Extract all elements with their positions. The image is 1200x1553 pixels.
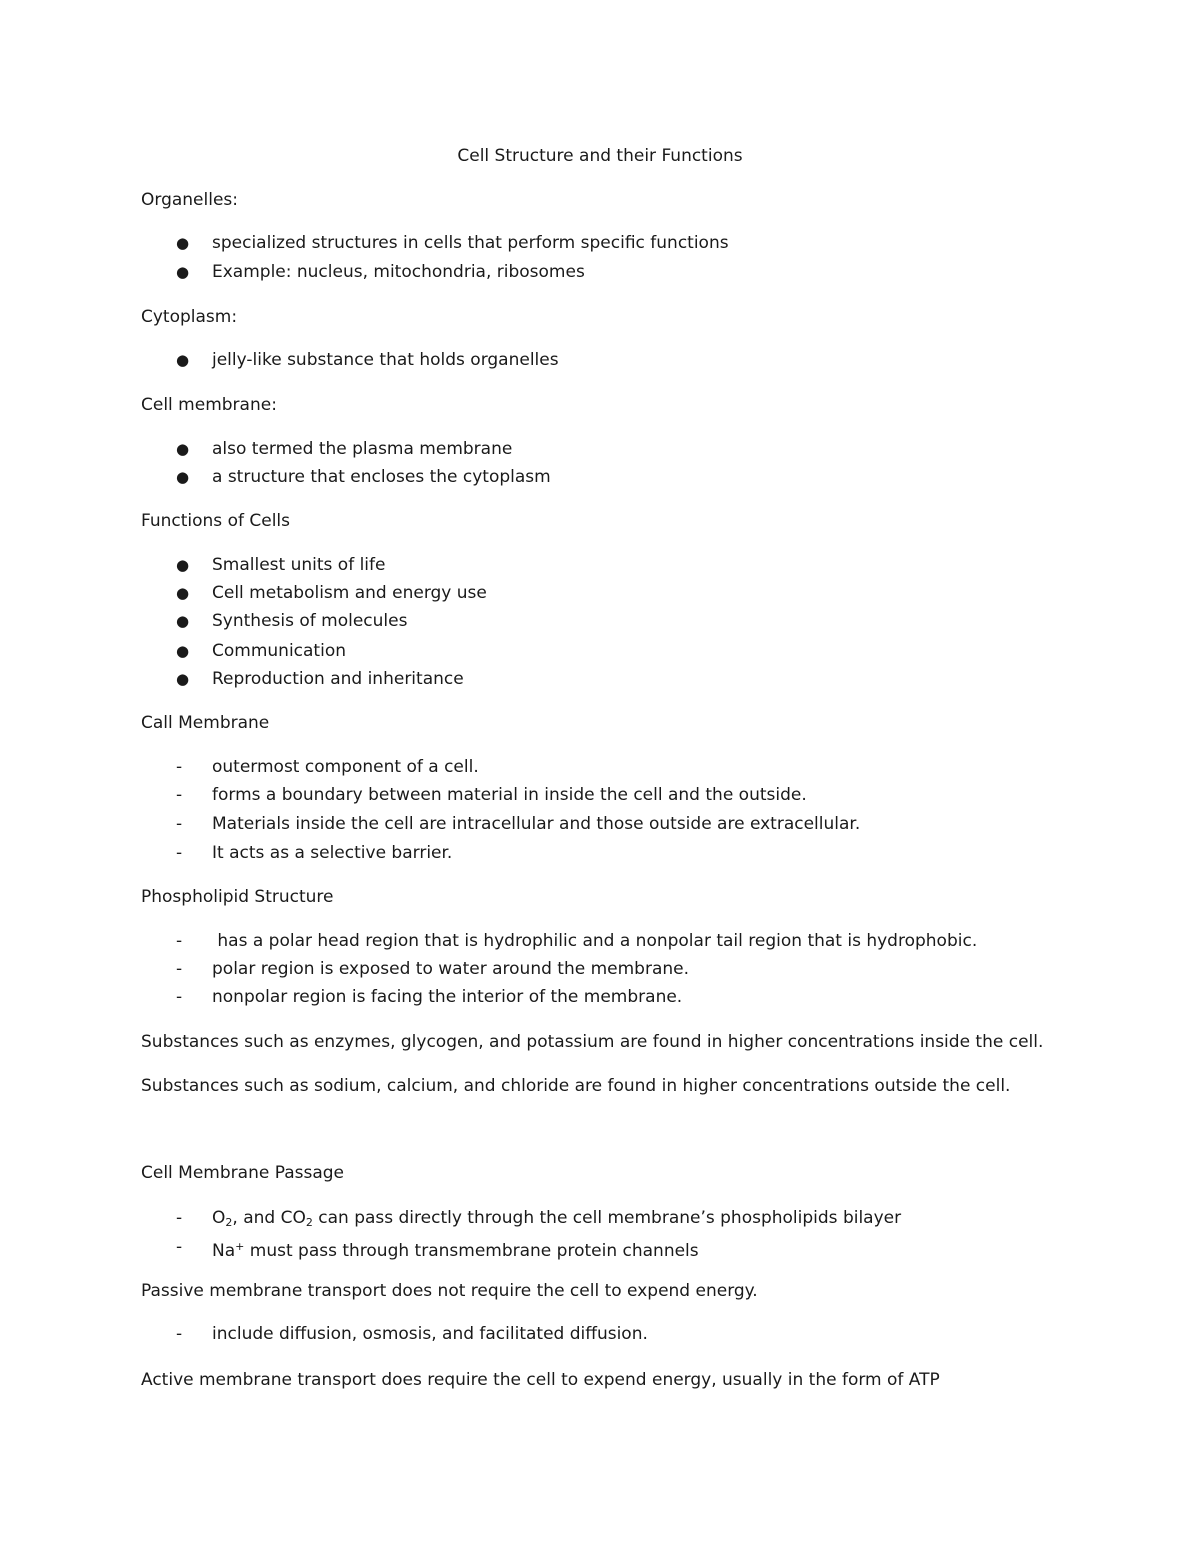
bullet-marker: ●: [176, 556, 190, 574]
list-item: Example: nucleus, mitochondria, ribosomes: [212, 262, 585, 282]
dash-marker: -: [176, 1324, 183, 1344]
list-item: jelly-like substance that holds organelles: [212, 350, 559, 370]
bullet-marker: ●: [176, 351, 190, 369]
list-item-sodium: [212, 1236, 699, 1262]
list-item: has a polar head region that is hydrophilic and a nonpolar tail region that is hydrophobic.: [212, 931, 978, 951]
list-item: nonpolar region is facing the interior of the membrane.: [212, 987, 683, 1007]
dash-marker: -: [176, 785, 183, 805]
heading-cell-membrane: Cell membrane:: [141, 395, 277, 415]
list-item: Materials inside the cell are intracellular and those outside are extracellular.: [212, 814, 861, 834]
dash-marker: -: [176, 814, 183, 834]
paragraph-active-transport: Active membrane transport does require the cell to expend energy, usually in the form of ATP: [141, 1370, 940, 1390]
heading-call-membrane: Call Membrane: [141, 713, 270, 733]
list-item: include diffusion, osmosis, and facilitated diffusion.: [212, 1324, 648, 1344]
sodium-symbol: Na: [212, 1241, 236, 1261]
paragraph-passive-transport: Passive membrane transport does not require the cell to expend energy.: [141, 1281, 758, 1301]
bullet-marker: ●: [176, 670, 190, 688]
bullet-marker: ●: [176, 263, 190, 281]
oxygen-symbol: O: [212, 1208, 226, 1228]
heading-cell-membrane-passage: Cell Membrane Passage: [141, 1163, 344, 1183]
dash-marker: -: [176, 757, 183, 777]
gases-mid-text: , and CO: [232, 1208, 306, 1228]
list-item: Communication: [212, 641, 346, 661]
dash-marker: -: [176, 843, 183, 863]
list-item: forms a boundary between material in inside the cell and the outside.: [212, 785, 807, 805]
list-item: a structure that encloses the cytoplasm: [212, 467, 551, 487]
list-item: polar region is exposed to water around the membrane.: [212, 959, 690, 979]
dash-marker: -: [176, 1208, 183, 1228]
list-item: outermost component of a cell.: [212, 757, 479, 777]
heading-organelles: Organelles:: [141, 190, 239, 210]
list-item-gases: [212, 1207, 901, 1234]
dash-marker: -: [176, 931, 183, 951]
list-item: Reproduction and inheritance: [212, 669, 464, 689]
list-item: Synthesis of molecules: [212, 611, 408, 631]
list-item: Cell metabolism and energy use: [212, 583, 487, 603]
dash-marker: -: [176, 987, 183, 1007]
list-item: specialized structures in cells that perform specific functions: [212, 233, 729, 253]
page-title: Cell Structure and their Functions: [457, 146, 743, 166]
bullet-marker: ●: [176, 584, 190, 602]
bullet-marker: ●: [176, 642, 190, 660]
gases-rest-text: can pass directly through the cell membrane’s phospholipids bilayer: [312, 1208, 902, 1228]
heading-functions-of-cells: Functions of Cells: [141, 511, 290, 531]
bullet-marker: ●: [176, 468, 190, 486]
list-item: It acts as a selective barrier.: [212, 843, 453, 863]
heading-cytoplasm: Cytoplasm:: [141, 307, 238, 327]
co2-subscript: 2: [305, 1216, 313, 1229]
sodium-superscript: +: [235, 1240, 245, 1253]
dash-marker: -: [176, 1237, 183, 1257]
oxygen-subscript: 2: [225, 1216, 233, 1229]
paragraph-substances-inside: Substances such as enzymes, glycogen, and potassium are found in higher concentrations inside the cell.: [141, 1032, 1044, 1052]
list-item: also termed the plasma membrane: [212, 439, 513, 459]
list-item: Smallest units of life: [212, 555, 386, 575]
paragraph-substances-outside: Substances such as sodium, calcium, and chloride are found in higher concentrations outside the cell.: [141, 1076, 1011, 1096]
sodium-rest-text: must pass through transmembrane protein channels: [244, 1241, 699, 1261]
bullet-marker: ●: [176, 440, 190, 458]
dash-marker: -: [176, 959, 183, 979]
heading-phospholipid-structure: Phospholipid Structure: [141, 887, 334, 907]
bullet-marker: ●: [176, 234, 190, 252]
bullet-marker: ●: [176, 612, 190, 630]
